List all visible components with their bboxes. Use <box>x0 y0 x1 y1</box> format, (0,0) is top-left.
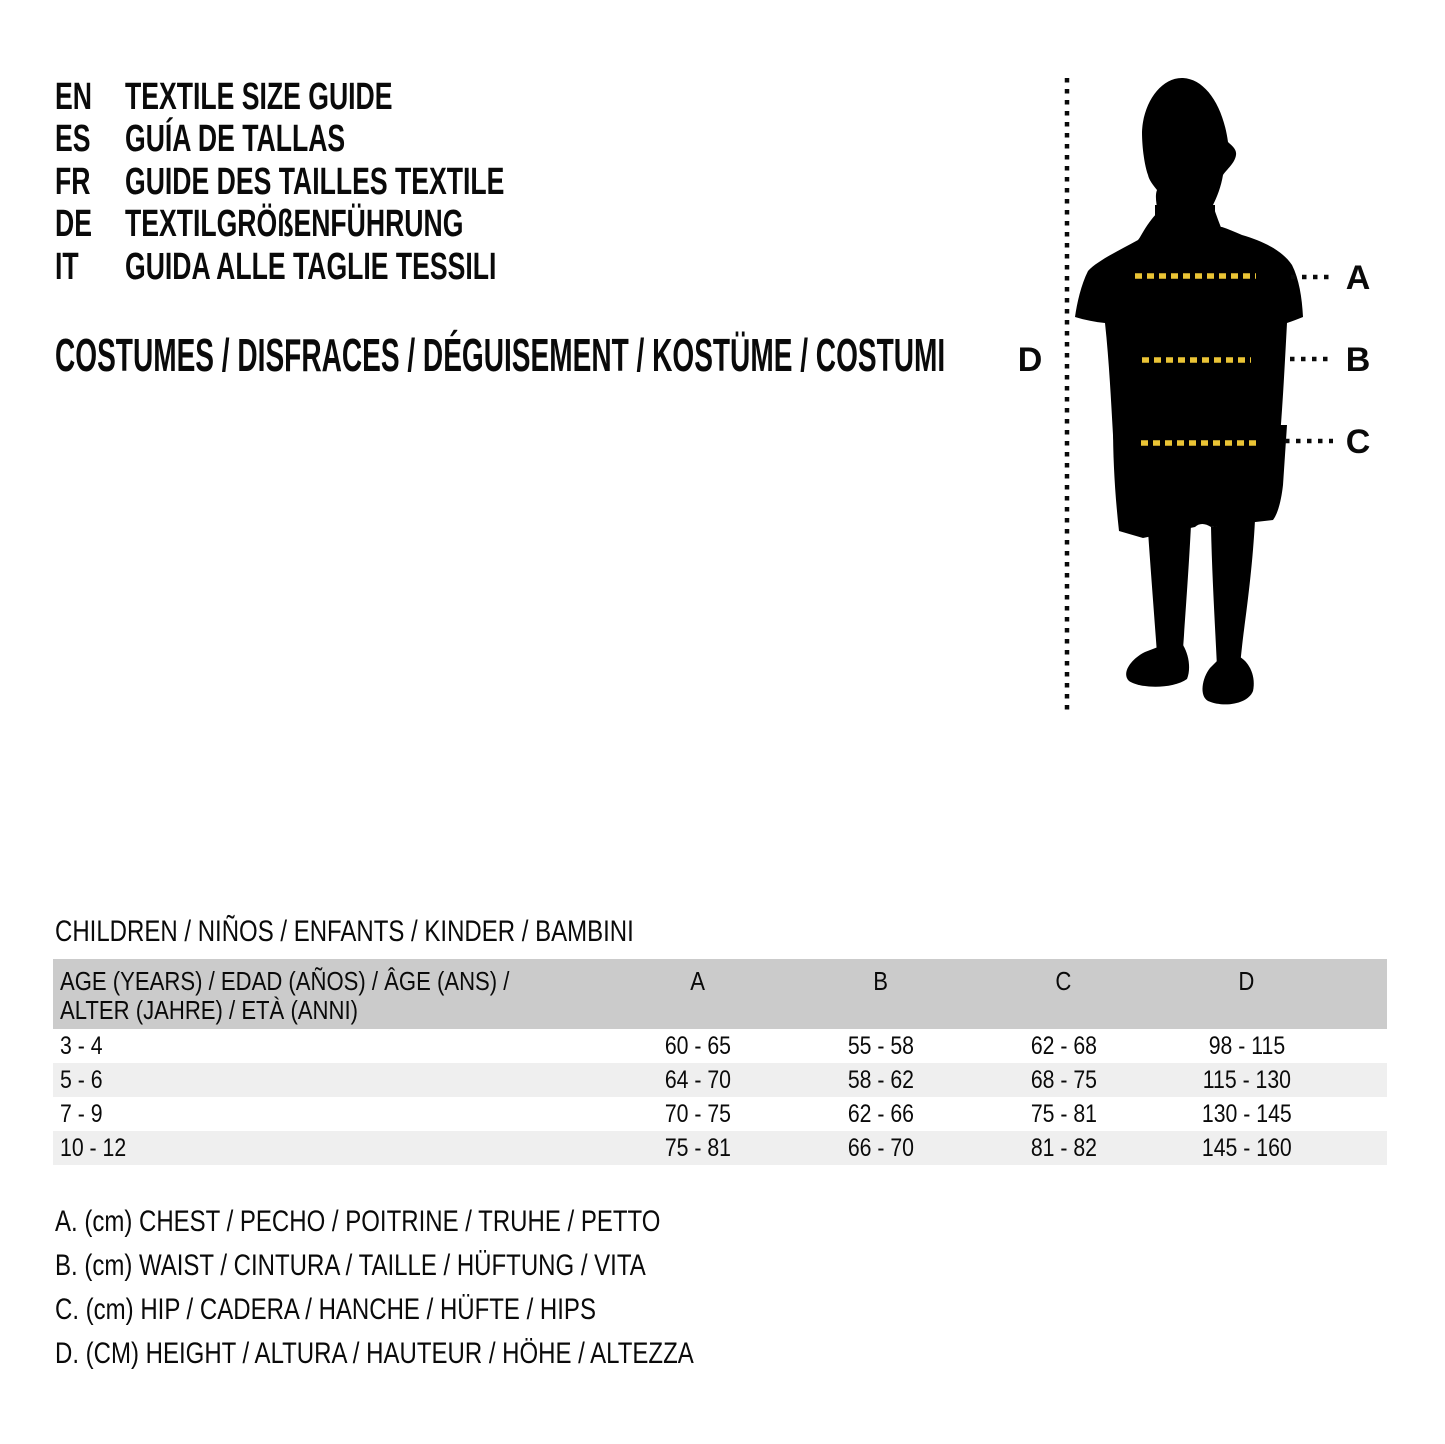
age-column-header: AGE (YEARS) / EDAD (AÑOS) / ÂGE (ANS) / ALTER (JAHRE) / ETÀ (ANNI) <box>60 966 510 1025</box>
waist-label-b: B <box>1345 341 1371 379</box>
measurement-figure <box>985 65 1385 725</box>
title-fr: GUIDE DES TAILLES TEXTILE <box>125 160 505 203</box>
legend-height: D. (CM) HEIGHT / ALTURA / HAUTEUR / HÖHE / ALTEZZA <box>55 1337 694 1370</box>
age-cell: 10 - 12 <box>60 1133 127 1162</box>
measurement-legend <box>55 1200 853 1376</box>
waist-cell: 66 - 70 <box>847 1133 914 1162</box>
language-row-es <box>55 119 667 162</box>
height-cell: 145 - 160 <box>1201 1133 1292 1162</box>
hip-label-c: C <box>1345 423 1371 461</box>
language-code-fr: FR <box>55 160 91 203</box>
table-row <box>53 1131 1387 1165</box>
silhouette-left-shoe <box>1126 645 1189 687</box>
waist-cell: 55 - 58 <box>847 1031 914 1060</box>
hip-cell: 75 - 81 <box>1030 1099 1097 1128</box>
legend-waist: B. (cm) WAIST / CINTURA / TAILLE / HÜFTUNG / VITA <box>55 1249 646 1282</box>
legend-chest: A. (cm) CHEST / PECHO / POITRINE / TRUHE / PETTO <box>55 1205 661 1238</box>
language-row-en <box>55 76 667 119</box>
chest-cell: 75 - 81 <box>664 1133 731 1162</box>
column-header-d: D <box>1238 966 1255 996</box>
language-code-it: IT <box>55 245 79 288</box>
silhouette-right-shoe <box>1202 657 1253 704</box>
table-row <box>53 1097 1387 1131</box>
table-row <box>53 1063 1387 1097</box>
height-cell: 130 - 145 <box>1201 1099 1292 1128</box>
language-code-es: ES <box>55 118 91 161</box>
language-code-de: DE <box>55 203 92 246</box>
title-it: GUIDA ALLE TAGLIE TESSILI <box>125 245 497 288</box>
hip-cell: 81 - 82 <box>1030 1133 1097 1162</box>
hip-cell: 68 - 75 <box>1030 1065 1097 1094</box>
table-row <box>53 1029 1387 1063</box>
column-header-b: B <box>873 966 888 996</box>
language-row-it <box>55 246 667 289</box>
silhouette-right-leg <box>1211 520 1255 667</box>
column-header-a: A <box>690 966 705 996</box>
language-row-fr <box>55 161 667 204</box>
language-code-en: EN <box>55 75 92 118</box>
height-cell: 115 - 130 <box>1202 1065 1291 1094</box>
title-de: TEXTILGRÖßENFÜHRUNG <box>125 203 464 246</box>
age-cell: 7 - 9 <box>60 1099 103 1128</box>
chest-cell: 64 - 70 <box>664 1065 731 1094</box>
language-row-de <box>55 204 667 247</box>
column-header-c: C <box>1055 966 1072 996</box>
children-section-heading-text: CHILDREN / NIÑOS / ENFANTS / KINDER / BAMBINI <box>55 915 634 948</box>
language-title-block <box>55 76 667 289</box>
chest-label-a: A <box>1345 259 1371 297</box>
height-label-d: D <box>1017 341 1043 379</box>
children-section-heading <box>55 916 778 948</box>
size-table-header-row <box>53 959 1387 1029</box>
height-cell: 98 - 115 <box>1208 1031 1285 1060</box>
waist-cell: 58 - 62 <box>847 1065 914 1094</box>
child-silhouette <box>1075 78 1303 704</box>
children-size-table <box>53 959 1387 1165</box>
age-cell: 3 - 4 <box>60 1031 103 1060</box>
chest-cell: 70 - 75 <box>664 1099 731 1128</box>
age-cell: 5 - 6 <box>60 1065 103 1094</box>
chest-cell: 60 - 65 <box>664 1031 731 1060</box>
title-es: GUÍA DE TALLAS <box>125 118 346 161</box>
legend-hip: C. (cm) HIP / CADERA / HANCHE / HÜFTE / HIPS <box>55 1293 596 1326</box>
title-en: TEXTILE SIZE GUIDE <box>125 75 393 118</box>
silhouette-shorts <box>1113 425 1287 538</box>
waist-cell: 62 - 66 <box>847 1099 914 1128</box>
category-line-text: COSTUMES / DISFRACES / DÉGUISEMENT / KOSTÜME / COSTUMI <box>55 329 946 381</box>
hip-cell: 62 - 68 <box>1030 1031 1097 1060</box>
